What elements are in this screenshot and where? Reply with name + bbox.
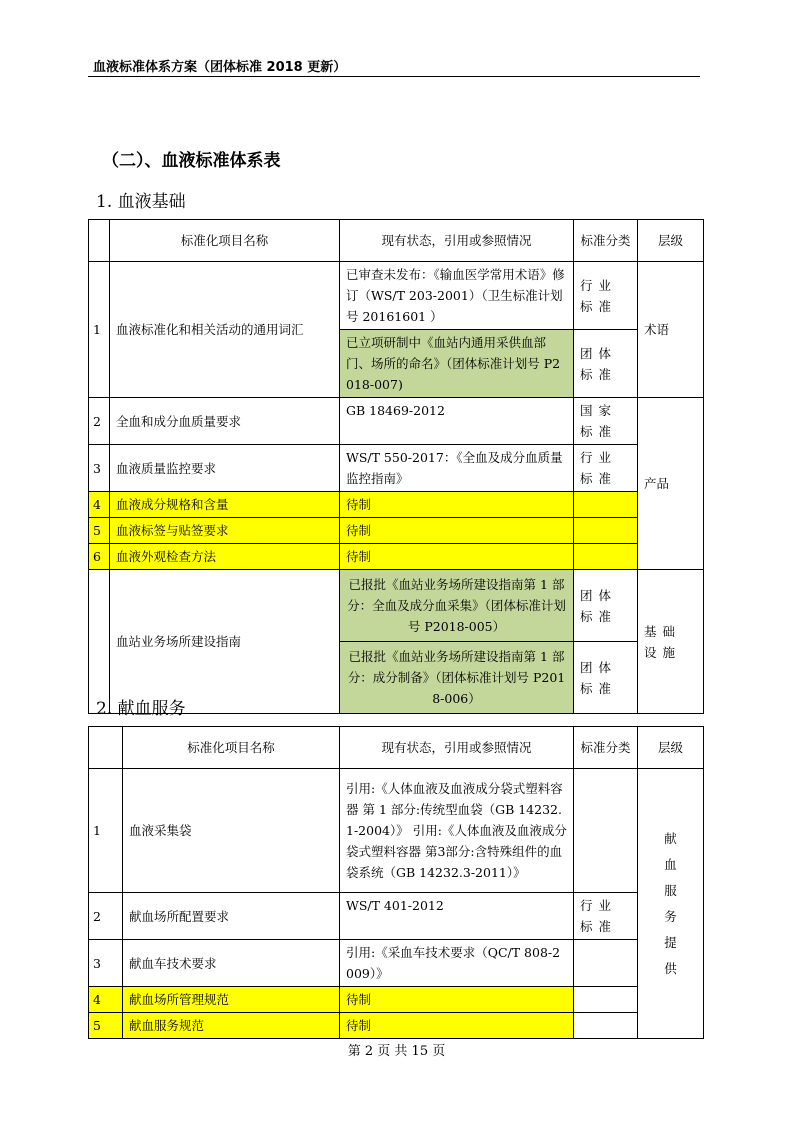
row-num: 1 bbox=[89, 262, 110, 398]
table1-title: 1. 血液基础 bbox=[96, 192, 186, 212]
row-status: WS/T 550-2017：《全血及成分血质量监控指南》 bbox=[340, 445, 574, 492]
row-class bbox=[574, 940, 638, 987]
row-num: 4 bbox=[89, 987, 123, 1013]
header-status: 现有状态，引用或参照情况 bbox=[340, 727, 574, 769]
row-class bbox=[574, 544, 638, 570]
header-tier: 层级 bbox=[638, 220, 704, 262]
row-name: 献血服务规范 bbox=[123, 1013, 340, 1039]
tier-char: 血 bbox=[664, 856, 677, 872]
row-class: 团体标准 bbox=[574, 570, 638, 642]
row-num: 3 bbox=[89, 940, 123, 987]
row-class: 行业标准 bbox=[574, 262, 638, 330]
header-num bbox=[89, 220, 110, 262]
row-num: 4 bbox=[89, 492, 110, 518]
section-title: （二）、血液标准体系表 bbox=[102, 151, 281, 171]
row-status: 待制 bbox=[340, 1013, 574, 1039]
row-num bbox=[89, 570, 110, 714]
page-footer: 第 2 页 共 15 页 bbox=[347, 1044, 446, 1059]
row-class bbox=[574, 769, 638, 893]
row-class bbox=[574, 987, 638, 1013]
row-status: 已报批《血站业务场所建设指南第 1 部分：成分制备》（团体标准计划号 P2018-006） bbox=[340, 642, 574, 714]
row-status: 待制 bbox=[340, 518, 574, 544]
row-num: 5 bbox=[89, 518, 110, 544]
row-num: 2 bbox=[89, 893, 123, 940]
header-name: 标准化项目名称 bbox=[123, 727, 340, 769]
row-status: 已报批《血站业务场所建设指南第 1 部分：全血及成分血采集》（团体标准计划号 P2018-005） bbox=[340, 570, 574, 642]
header-num bbox=[89, 727, 123, 769]
header-rule bbox=[88, 76, 700, 77]
row-tier: 术语 bbox=[638, 262, 704, 398]
row-name: 献血场所管理规范 bbox=[123, 987, 340, 1013]
header-class: 标准分类 bbox=[574, 727, 638, 769]
row-status: 引用:《人体血液及血液成分袋式塑料容器 第 1 部分:传统型血袋（GB 14232.1-2004）》 引用:《人体血液及血液成分袋式塑料容器 第3部分:含特殊组件的血袋系统（GB 14232.3-2011）》 bbox=[340, 769, 574, 893]
row-num: 5 bbox=[89, 1013, 123, 1039]
row-tier: 基础设施 bbox=[638, 570, 704, 714]
row-class bbox=[574, 1013, 638, 1039]
row-name: 血液采集袋 bbox=[123, 769, 340, 893]
row-name: 血液质量监控要求 bbox=[110, 445, 340, 492]
table-donation-service bbox=[88, 726, 704, 1039]
row-name: 血液外观检查方法 bbox=[110, 544, 340, 570]
tier-char: 供 bbox=[664, 960, 677, 976]
row-class: 行业标准 bbox=[574, 445, 638, 492]
table-blood-basics bbox=[88, 219, 704, 714]
row-status: 待制 bbox=[340, 544, 574, 570]
row-status: 引用:《采血车技术要求（QC/T 808-2009）》 bbox=[340, 940, 574, 987]
tier-char: 服 bbox=[664, 882, 677, 898]
row-status: GB 18469-2012 bbox=[340, 398, 574, 445]
header-name: 标准化项目名称 bbox=[110, 220, 340, 262]
tier-char: 务 bbox=[664, 908, 677, 924]
header-class: 标准分类 bbox=[574, 220, 638, 262]
row-name: 血液标签与贴签要求 bbox=[110, 518, 340, 544]
table2-title: 2. 献血服务 bbox=[96, 699, 186, 719]
header-tier: 层级 bbox=[638, 727, 704, 769]
row-class: 团体标准 bbox=[574, 642, 638, 714]
row-name: 全血和成分血质量要求 bbox=[110, 398, 340, 445]
row-name: 血液成分规格和含量 bbox=[110, 492, 340, 518]
row-tier bbox=[638, 769, 704, 1039]
row-class: 国家标准 bbox=[574, 398, 638, 445]
row-status: 已立项研制中《血站内通用采供血部门、场所的命名》（团体标准计划号 P2018-007) bbox=[340, 330, 574, 398]
tier-char: 提 bbox=[664, 934, 677, 950]
row-tier: 产品 bbox=[638, 398, 704, 570]
row-status: WS/T 401-2012 bbox=[340, 893, 574, 940]
row-class: 团体标准 bbox=[574, 330, 638, 398]
row-name: 献血场所配置要求 bbox=[123, 893, 340, 940]
header-status: 现有状态，引用或参照情况 bbox=[340, 220, 574, 262]
tier-char: 献 bbox=[664, 830, 677, 846]
row-class bbox=[574, 518, 638, 544]
row-num: 3 bbox=[89, 445, 110, 492]
row-class bbox=[574, 492, 638, 518]
row-status: 待制 bbox=[340, 492, 574, 518]
row-name: 献血车技术要求 bbox=[123, 940, 340, 987]
row-num: 6 bbox=[89, 544, 110, 570]
row-status: 待制 bbox=[340, 987, 574, 1013]
running-header: 血液标准体系方案（团体标准 2018 更新） bbox=[93, 60, 347, 75]
row-name: 血液标准化和相关活动的通用词汇 bbox=[110, 262, 340, 398]
row-name: 血站业务场所建设指南 bbox=[110, 570, 340, 714]
row-num: 2 bbox=[89, 398, 110, 445]
row-num: 1 bbox=[89, 769, 123, 893]
row-class: 行业标准 bbox=[574, 893, 638, 940]
row-status: 已审查未发布：《输血医学常用术语》修订（WS/T 203-2001）（卫生标准计划号 20161601 ） bbox=[340, 262, 574, 330]
